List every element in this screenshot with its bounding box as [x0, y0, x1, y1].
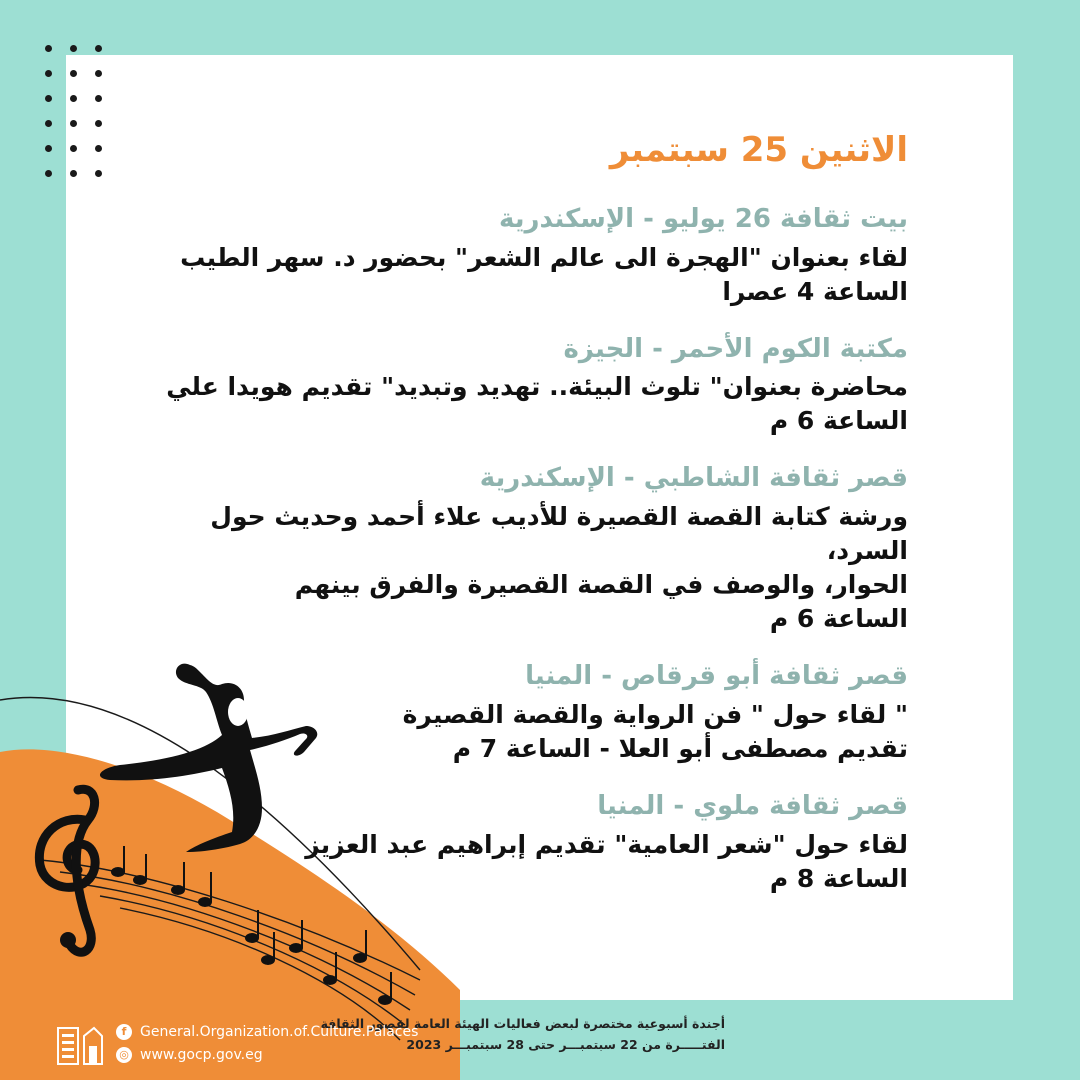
decorative-dot — [45, 145, 52, 152]
decorative-dot — [70, 120, 77, 127]
event-item-3 — [148, 462, 908, 636]
event-description: ورشة كتابة القصة القصيرة للأديب علاء أحمد وحديث حول السرد، — [210, 502, 908, 566]
decorative-dot — [45, 120, 52, 127]
decorative-dot — [45, 170, 52, 177]
event-description: لقاء حول "شعر العامية" تقديم إبراهيم عبد العزيز — [305, 829, 908, 859]
decorative-dot — [95, 145, 102, 152]
decorative-dot — [70, 95, 77, 102]
decorative-dot — [95, 120, 102, 127]
website-text: www.gocp.gov.eg — [140, 1047, 263, 1063]
event-description: محاضرة بعنوان" تلوث البيئة.. تهديد وتبديد" تقديم هويدا علي — [166, 372, 908, 402]
facebook-icon: f — [116, 1024, 132, 1040]
decorative-dot — [95, 170, 102, 177]
event-time: الساعة 4 عصرا — [722, 276, 908, 306]
gocp-logo-icon — [56, 1022, 104, 1070]
event-venue: قصر ثقافة أبو قرقاص - المنيا — [525, 661, 908, 692]
event-time: الساعة 8 م — [769, 863, 908, 893]
decorative-dot — [70, 145, 77, 152]
event-time: الساعة 6 م — [769, 406, 908, 436]
treble-clef-dot — [60, 932, 76, 948]
event-venue: قصر ثقافة الشاطبي - الإسكندرية — [479, 463, 908, 494]
decorative-dot — [95, 45, 102, 52]
event-venue: بيت ثقافة 26 يوليو - الإسكندرية — [498, 203, 908, 234]
decorative-dot — [95, 70, 102, 77]
facebook-link[interactable] — [116, 1024, 418, 1040]
facebook-text: General.Organization.of.Culture.Palaces — [140, 1024, 419, 1040]
decorative-dot — [70, 45, 77, 52]
event-time: الساعة 6 م — [769, 604, 908, 634]
agenda-period: الفتـــــرة من 22 سبتمبـــر حتى 28 سبتمبـــر 2023 — [406, 1037, 725, 1053]
dot-grid-decoration — [40, 40, 112, 190]
website-link[interactable] — [116, 1047, 263, 1063]
decorative-dot — [45, 45, 52, 52]
event-venue: قصر ثقافة ملوي - المنيا — [597, 790, 908, 821]
event-venue: مكتبة الكوم الأحمر - الجيزة — [563, 333, 908, 364]
event-description: لقاء بعنوان "الهجرة الى عالم الشعر" بحضور د. سهر الطيب — [180, 242, 908, 272]
globe-icon: ◎ — [116, 1047, 132, 1063]
date-title: الاثنين 25 سبتمبر — [609, 130, 908, 170]
event-description: " لقاء حول " فن الرواية والقصة القصيرة — [402, 699, 908, 729]
decorative-dot — [45, 95, 52, 102]
event-item-4 — [148, 660, 908, 766]
event-time: تقديم مصطفى أبو العلا - الساعة 7 م — [452, 733, 908, 763]
event-item-2 — [148, 333, 908, 439]
event-item-5 — [148, 790, 908, 896]
decorative-dot — [45, 70, 52, 77]
decorative-dot — [95, 95, 102, 102]
decorative-dot — [70, 70, 77, 77]
agenda-description: أجندة أسبوعية مختصرة لبعض فعاليات الهيئة العامة لقصور الثقافة — [320, 1016, 725, 1031]
event-description-continued: الحوار، والوصف في القصة القصيرة والفرق بينهم — [294, 570, 908, 600]
decorative-dot — [70, 170, 77, 177]
event-item-1 — [148, 203, 908, 309]
schedule-content — [148, 130, 908, 920]
